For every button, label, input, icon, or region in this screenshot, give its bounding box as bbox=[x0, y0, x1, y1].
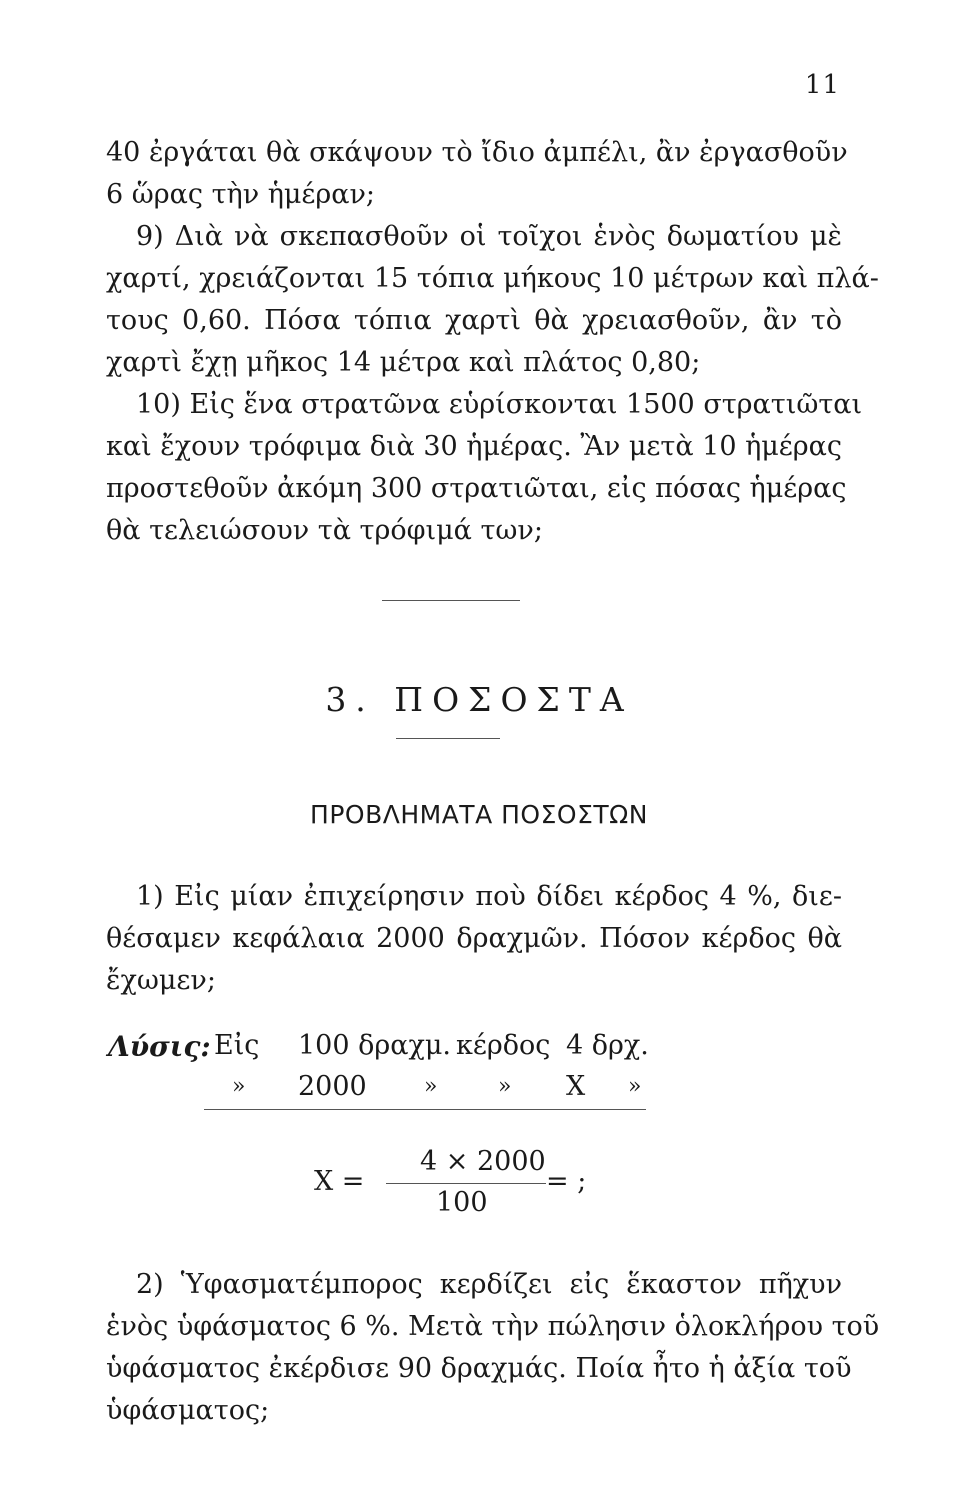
formula-lhs: X = bbox=[314, 1166, 365, 1197]
text-line: 6 ὥρας τὴν ἡμέραν; bbox=[106, 179, 376, 210]
text-line: τους 0,60. Πόσα τόπια χαρτὶ θὰ χρειασθοῦν, ἂν τὸ bbox=[106, 305, 842, 336]
solution-result: 4 δρχ. bbox=[566, 1030, 649, 1061]
solution-word: Εἰς bbox=[214, 1030, 260, 1061]
exercise-9 bbox=[106, 216, 879, 384]
page-number: 11 bbox=[804, 70, 840, 100]
formula-numerator: 4 × 2000 bbox=[420, 1146, 546, 1177]
ditto-mark: » bbox=[424, 1074, 438, 1099]
section-title: 3. ΠΟΣΟΣΤΑ bbox=[325, 680, 633, 719]
text-line: 9) Διὰ νὰ σκεπασθοῦν οἱ τοῖχοι ἑνὸς δωματίου μὲ bbox=[136, 221, 842, 252]
formula-rhs: = ; bbox=[546, 1166, 587, 1197]
text-line: χαρτὶ ἔχῃ μῆκος 14 μέτρα καὶ πλάτος 0,80; bbox=[106, 347, 701, 378]
text-line: θέσαμεν κεφάλαια 2000 δραχμῶν. Πόσον κέρδος θὰ bbox=[106, 923, 842, 954]
solution-amount: 100 δραχμ. bbox=[298, 1030, 451, 1061]
text-line: 40 ἐργάται θὰ σκάψουν τὸ ἴδιο ἀμπέλι, ἂν ἐργασθοῦν bbox=[106, 137, 848, 168]
exercise-continuation bbox=[106, 132, 848, 216]
text-line: 1) Εἰς μίαν ἐπιχείρησιν ποὺ δίδει κέρδος 4 %, διε- bbox=[136, 881, 842, 912]
problem-1 bbox=[106, 876, 842, 1002]
divider-rule bbox=[382, 600, 520, 601]
ditto-mark: » bbox=[498, 1074, 512, 1099]
problem-2 bbox=[106, 1264, 880, 1432]
solution-word: κέρδος bbox=[456, 1030, 551, 1061]
text-line: ὑφάσματος ἐκέρδισε 90 δραχμάς. Ποία ἦτο ἡ ἀξία τοῦ bbox=[106, 1353, 852, 1384]
solution-rule bbox=[204, 1109, 646, 1110]
solution-amount: 2000 bbox=[298, 1071, 367, 1102]
text-line: 2) Ὑφασματέμπορος κερδίζει εἰς ἕκαστον πῆχυν bbox=[136, 1269, 842, 1300]
ditto-mark: » bbox=[628, 1074, 642, 1099]
divider-rule bbox=[396, 738, 500, 739]
text-line: χαρτί, χρειάζονται 15 τόπια μήκους 10 μέτρων καὶ πλά- bbox=[106, 263, 879, 294]
fraction-bar bbox=[386, 1183, 546, 1184]
text-line: ἔχωμεν; bbox=[106, 965, 216, 996]
formula-denominator: 100 bbox=[436, 1187, 488, 1218]
text-line: ὑφάσματος; bbox=[106, 1395, 270, 1426]
solution-unknown: X bbox=[566, 1071, 586, 1102]
text-line: ἑνὸς ὑφάσματος 6 %. Μετὰ τὴν πώλησιν ὁλοκλήρου τοῦ bbox=[106, 1311, 880, 1342]
ditto-mark: » bbox=[232, 1074, 246, 1099]
exercise-10 bbox=[106, 384, 863, 552]
solution-label: Λύσις: bbox=[108, 1030, 211, 1063]
text-line: 10) Εἰς ἕνα στρατῶνα εὑρίσκονται 1500 στρατιῶται bbox=[136, 389, 863, 420]
subheading: ΠΡΟΒΛΗΜΑΤΑ ΠΟΣΟΣΤΩΝ bbox=[310, 800, 648, 829]
text-line: θὰ τελειώσουν τὰ τρόφιμά των; bbox=[106, 515, 543, 546]
text-line: προστεθοῦν ἀκόμη 300 στρατιῶται, εἰς πόσας ἡμέρας bbox=[106, 473, 847, 504]
text-line: καὶ ἔχουν τρόφιμα διὰ 30 ἡμέρας. Ἂν μετὰ 10 ἡμέρας bbox=[106, 431, 843, 462]
